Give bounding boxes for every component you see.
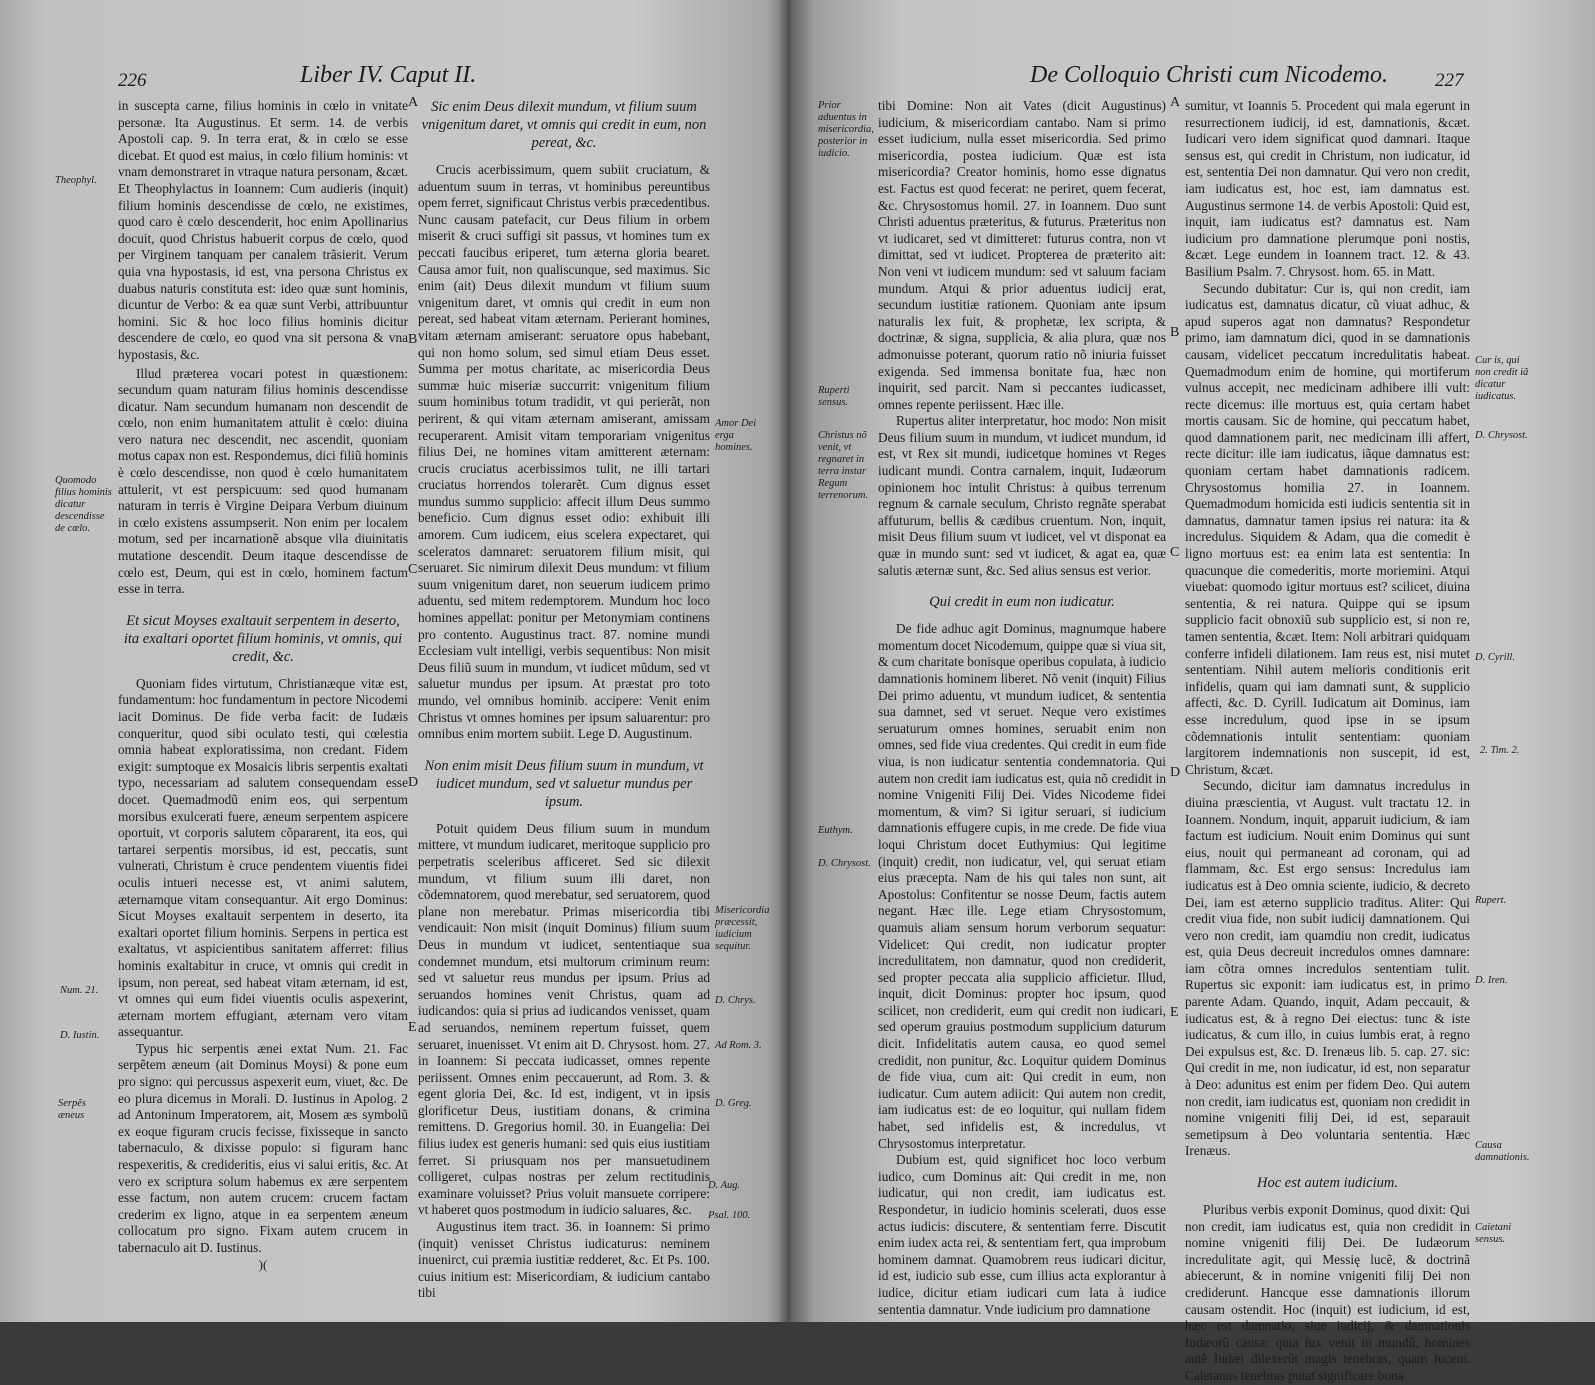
section-heading: Sic enim Deus dilexit mundum, vt filium suum vnigenitum daret, vt omnis qui credit in eum, non pereat, &c. [421, 99, 707, 151]
paragraph: Quoniam fides virtutum, Christianæque vitæ est, fundamentum: hoc fundamentum in pectore Nicodemi iacit Dominus. De fide verba facit: de Iudæis conqueritur, quod sibi oculato testi, qui cœlestia omnia habeat exploratissima, non credant. Fidem exigit: sumptoque ex Mosaicis libris serpentis exaltati typo, necessariam ad salutem consequendam esse docet. Quemadmodũ enim eos, qui serpentum morsibus exulcerati fuere, æneum serpentem aspicere oportuit, vt corporis salutem cõpararent, ita eos, qui tartarei serpentis morsibus, id est, peccatis, sunt vulnerati, Christum è cruce pendentem viuentis fidei oculis intueri necesse est, vt animi salutem, æternamque vitam consequantur. Ait ergo Dominus: Sicut Moyses exaltauit serpentem in deserto, ita exaltari oportet filium hominis. Serpens in pertica est exaltatus, vt aspicientibus sanitatem afferret: filius hominis exaltabitur in cruce, vt omnis qui credit in ipsum, non pereat, sed habeat vitam æternam, id est, vt omnes qui eum fidei viuentis oculis aspexerint, æternam mortem effugiant, æternam vero vitam assequantur. [118, 675, 408, 1040]
margin-note: Prior aduentus in misericordia, posterior in iudicio. [818, 100, 874, 159]
section-letter: E [408, 1020, 417, 1035]
folio-left: 226 [118, 70, 147, 91]
section-letter: B [1170, 325, 1180, 340]
margin-note: Christus nõ venit, vt regnaret in terra instar Regum terrenorum. [818, 430, 869, 501]
right-col-2 [1185, 98, 1470, 1385]
paragraph: Augustinus item tract. 36. in Ioannem: Si primo (inquit) venisset Christus iudicaturus: neminem inuenirct, cui præmia iustitiæ redderet, &c. Et Ps. 100. cuius initium est: Misericordiam, & iudicium cantabo tibi [418, 1219, 710, 1301]
paragraph: tibi Domine: Non ait Vates (dicit Augustinus) iudicium, & misericordiam cantabo. Nam si primo esset iudicium, nulla esset misericordia. Sed primo misericordia, postea iudicium. Quæ est ista misericordia? Creator hominis, homo esse dignatus est. Factus est quod fecerat: ne periret, quem fecerat, &c. Chrysostomus homil. 27. in Ioannem. Duo sunt Christi aduentus præteritus, & futurus. Præteritus non vt iudicaret, sed vt dimitteret: futurus contra, non vt dimittat, sed vt iudicet. Propterea de præterito ait: Non veni vt iudicem mundum: sed vt saluum faciam mundum. Atqui & prior aduentus iudicij erat, secundum iustitiæ rationem. Quoniam ante ipsum naturalis lex fuit, & prophetæ, lex scripta, & doctrinæ, & signa, supplicia, & alia plura, quæ nos admonuisse poterant, quorum ratio nõ iniuria fuisset exigenda. Sed immensa bonitate fua, hæc non inquirit, sed parcit. Nam si peccantes iudicasset, omnes repente periissent. Hæc ille. [878, 98, 1166, 412]
margin-note: Psal. 100. [708, 1210, 751, 1221]
section-letter: D [408, 775, 419, 790]
right-col-1 [878, 98, 1166, 1318]
section-letter: D [1170, 765, 1181, 780]
margin-note: Amor Dei erga homines. [715, 418, 757, 453]
margin-note: D. Cyrill. [1475, 652, 1515, 663]
margin-note: D. Iustin. [60, 1030, 100, 1041]
paragraph: sumitur, vt Ioannis 5. Procedent qui mala egerunt in resurrectionem iudicij, id est, damnationis, &cæt. Iudicari vero idem significat quod damnari. Itaque sensus est, qui credit in Christum, non iudicatur, id est, sententia Dei non damnatur. Qui vero non credit, iam iudicatus est, hoc est, iam damnatus est. Augustinus sermone 14. de verbis Apostoli: Quid est, inquit, iam iudicatus est? damnatus est. Nam iudicium pro damnatione plerumque poni nostis, &cæt. Lege eundem in Ioannem tract. 12. & 43. Basilium Psalm. 7. Chrysost. hom. 65. in Matt. [1185, 98, 1470, 279]
running-head-left: Liber IV. Caput II. [300, 62, 477, 88]
paragraph: Secundo, dicitur iam damnatus incredulus in diuina præscientia, vt August. vult tractatu 12. in Ioannem. Nondum, inquit, apparuit iudicium, & iam factum est iudicium. Nouit enim Dominus qui sunt eius, nouit qui permaneant ad coronam, qui ad flammam, &c. Est ergo sensus: Incredulus iam iudicatus est à Deo omnia sciente, iudicio, & decreto Dei, iam est æterno supplicio traditus. Aliter: Qui credit viua fide, non subit iudicij damnationem. Qui vero non credit, iam quamdiu non credit, iudicatus est, quia Deus decreuit incredulos omnes damnare: iam cõtra omnes incredulos sententiam tulit. Rupertus sic exponit: iam iudicatus est, in primo parente Adam. Quando, inquit, Adam peccauit, & iudicatus est, & à regno Dei eiectus: tunc & iste iudicatus, & cum illo, in cuius lumbis erat, à regno Dei expulsus est, &c. D. Irenæus lib. 5. cap. 27. sic: Qui credit in me, non iudicatur, id est, non separatur à Deo: adunitus est enim per fidem Deo. Qui autem non credit, iam iudicatus est, quoniam non credidit in nomine vnigeniti filij Dei, id est, separauit semetipsum à Deo voluntaria sententia. Hæc Irenæus. [1185, 778, 1470, 1159]
margin-note: D. Aug. [708, 1180, 741, 1191]
section-letter: E [1170, 1005, 1179, 1020]
paragraph: Secundo dubitatur: Cur is, qui non credit, iam iudicatus est, damnatus dicatur, cũ viuat adhuc, & apud superos agat non damnatus? Respondetur primo, iam damnatum dici, quod in se damnationis causam, videlicet peccatum incredulitatis habeat. Quemadmodum enim de homine, qui mortiferum vulnus accepit, nec medicinam adhibere illi vult: recte dicemus: ille mortuus est, quia certam habet mortis causam. Sic de homine, qui peccatum habet, quod damnationem parit, nec medicinam illi affert, recte dicitur: ille iam iudicatus, iãque damnatus est: quoniam certam habet damnationis radicem. Chrysostomus homilia 27. in Ioannem. Quemadmodum homicida esti iudicis sententia sit in damnatus, damnatur tamen ipsius rei natura: ita & incredulus. Siquidem & Adam, qua die comedit è ligno mortuus est: ea enim lata est sententia: In quacunque die comederitis, morte moriemini. Atqui viuebat: quomodo igitur mortuus est? scilicet, diuina sententia, & rei natura. Quippe qui se ipsum supplicio facit obnoxiũ sub supplicio est, si non re, tamen sententia, &cæt. Item: Noli arbitrari quidquam conferre infideli dilationem. Iam reus est, nisi mutet sententiam. Nihil autem melioris conditionis erit infidelis, quam qui iam damnati sunt, & supplicio affecti, &c. D. Cyrill. Iudicatum ait Dominus, iam esse incredulum, quod ipse in se ipsum cõdemnationis intulit sententiam: quoniam largitorem indemnationis non suscepit, id est, Christum, &cæt. [1185, 280, 1470, 777]
margin-note: D. Iren. [1475, 975, 1508, 986]
right-page [790, 0, 1595, 1383]
paragraph: De fide adhuc agit Dominus, magnumque habere momentum docet Nicodemum, quippe quæ si viua sit, & cum charitate bonisque operibus copulata, à iudicio damnationis hominem liberet. Nõ venit (inquit) Filius Dei primo aduentu, vt mundum iudicet, & sententia sua damnet, sed vt seruet. Neque vero existimes seruaturum omnes homines, seruabit enim non omnes, sed fide viua credentes. Qui credit in eum fide viua, is non iudicatur sententia condemnatoria. Qui autem non credit iam iudicatus est, quia nõ credidit in nomine Vnigeniti Filij Dei. Vides Nicodeme fidei momentum, & vim? Si igitur seruari, si iudicium damnationis effugere cupis, in me crede. De fide viua loqui Christum docet Euthymius: Qui legitime (inquit) credit, non iudicatur, vel, qui seruat etiam eius præcepta. Nam de his qui tales non sunt, ait Apostolus: Confitentur se nosse Deum, factis autem negant. Hæc ille. Lege etiam Chrysostomum, quamuis aliam sensum horum verborum sequatur: Videlicet: Qui credit, non iudicatur propter incredulitatem, non damnatur, quod non crediderit, sed propter peccata alia supplicio afficietur. Illud, inquit, dicit Dominus: propter hoc ipsum, quod scilicet, non crediderit, eum qui credit non iudicari, sed operum grauius postmodum supplicium daturum dicit. Infidelitatis autem causa, eo quod semel credidit, non punitur, &c. Loquitur quidem Dominus de fide viua, cum ait: Qui credit in eum, non iudicatur. Cum autem adiicit: Qui autem non credit, iam iudicatus est: de eo loquitur, qui nullam fidem habet, sed infidelis est, & incredulus, vt Chrysostomus interpretatur. [878, 621, 1166, 1151]
margin-note: Caietani sensus. [1475, 1222, 1512, 1245]
running-head-right: De Colloquio Christi cum Nicodemo. [1030, 62, 1388, 88]
margin-note: D. Chrysost. [818, 858, 871, 869]
margin-note: 2. Tim. 2. [1480, 745, 1520, 756]
section-heading: Non enim misit Deus filium suum in mundum, vt iudicet mundum, sed vt saluetur mundus per ipsum. [424, 757, 704, 810]
margin-note: D. Chrysost. [1475, 430, 1528, 441]
paragraph: in suscepta carne, filius hominis in cœlo in vnitate personæ. Ita Augustinus. Et serm. 14. de verbis Apostoli cap. 9. In terra erat, & in cœlo se esse dicebat. Et quod est maius, in cœlo filium hominis: vt vnam demonstraret in vtraque natura personam, &cæt. Et Theophylactus in Ioannem: Cum audieris (inquit) filium hominis descendisse de cœlo, ne existimes, quod caro è cœlo descenderit, hoc enim Apollinarius docuit, quod Christus habuerit corpus de cœlo, quod per Virginem tanquam per canalem trãsierit. Verum quia vna hypostasis, id est, vna persona Christus ex duabus naturis constituta est: ideo quæ sunt hominis, dicuntur de Verbo: & ea quæ sunt Verbi, attribuuntur homini. Sic & hoc loco filius hominis dicitur descendere de cœlo, eo quod vna sit persona & vna hypostasis, &c. [118, 98, 408, 362]
paragraph: Pluribus verbis exponit Dominus, quod dixit: Qui non credit, iam iudicatus est, quia non credidit in nomine vnigeniti filij Dei. De Iudæorum incredulitate agit, qui Messię lucẽ, & doctrinã abiecerunt, & in nomine vnigeniti filij Dei non crediderunt. Hancque esse damnationis illorum causam ostendit. Hoc (inquit) est iudicium, id est, hæc est damnatio, siue iudicij, & damnationis Iudæorũ causa: quia lux venit in mundũ, homines autẽ Iudæi dilexerũt magis tenebras, quam lucem. Caietanus tenebras putat significare bona [1185, 1202, 1470, 1383]
margin-note: Serpẽs æneus [58, 1098, 86, 1121]
left-page [0, 0, 790, 1322]
paragraph: Dubium est, quid significet hoc loco verbum iudico, cum Dominus ait: Qui credit in me, non iudicatur, qui non credit, iam iudicatus est. Respondetur, in iudicio hominis scelerati, duos esse actus iudicis: discutere, & sententiam ferre. Discutit enim iudex acta rei, & sententiam fert, qua improbum hominem damnat. Quamobrem reus iudicari dicitur, id est, iudicio sub esse, cum illius acta explorantur à iudice, dicitur etiam iudicari cum lata à iudice sententia damnatur. Vnde iudicium pro damnatione [878, 1152, 1166, 1317]
margin-note: Num. 21. [60, 985, 99, 996]
margin-note: Rupert. [1475, 895, 1507, 906]
left-col-1 [118, 98, 408, 1273]
margin-note: D. Chrys. [715, 995, 756, 1006]
paragraph: Rupertus aliter interpretatur, hoc modo: Non misit Deus filium suum in mundum, vt iudicet mundum, id est, vt Rex sit mundi, iudicetque homines vt Reges iudicant mundi. Contra carnalem, inquit, Iudæorum opinionem hoc intulit Christus: à quibus terrenum regnum & carnale seculum, Christo regnãte sperabat affuturum, bellis & cædibus cruentum. Non, inquit, misit Deus filium suum vt iudicet, vel vt disponat ea quæ in mundo sunt: sed vt iudicet, & agat ea, quæ salutis æternæ sunt, &c. Sed alius sensus est verior. [878, 413, 1166, 578]
margin-note: Misericordia præcessit, iudicium sequitur. [715, 905, 770, 952]
section-letter: C [408, 562, 418, 577]
section-letter: C [1170, 545, 1180, 560]
margin-note: D. Greg. [715, 1098, 752, 1109]
margin-note: Quomodo filius hominis dicatur descendisse de cœlo. [55, 475, 112, 534]
paragraph: Illud præterea vocari potest in quæstionem: secundum quam naturam filius hominis descendisse dicatur. Nam secundum humanam non descendit de cœlo, non enim humanitatem attulit è cœlo: diuina vero natura nec descendit, nec ascendit, quoniam motus capax non est. Respondemus, dici filiũ hominis è cœlo descendisse, non quod è cœlo humanitatem attulerit, vt est perspicuum: sed quod humanam naturam in terris è Virgine Deipara Verbum diuinum in cœlo existens assumpserit. Non enim per localem motum, sed per incarnationẽ absque vlla diuinitatis mutatione descendit. Deum itaque descendisse de cœlo est, Deum, qui est in cœlo, hominem factum esse in terra. [118, 365, 408, 597]
margin-note: Cur is, qui non credit iã dicatur iudicatus. [1475, 355, 1529, 402]
folio-right: 227 [1435, 70, 1464, 91]
section-heading: Et sicut Moyses exaltauit serpentem in deserto, ita exaltari oportet filium hominis, vt omnis, qui credit, &c. [123, 612, 403, 665]
signature-mark: )( [258, 1256, 268, 1272]
margin-note: Theophyl. [55, 175, 97, 186]
section-heading: Hoc est autem iudicium. [1257, 1175, 1398, 1191]
margin-note: Ruperti sensus. [818, 385, 850, 408]
margin-note: Euthym. [818, 825, 853, 836]
margin-note: Causa damnationis. [1475, 1140, 1530, 1163]
section-letter: A [1170, 95, 1181, 110]
paragraph: Typus hic serpentis ænei extat Num. 21. Fac serpẽtem æneum (ait Dominus Moysi) & pone eum pro signo: qui percussus aspexerit eum, viuet, &c. De eo plura dicemus in Morali. D. Iustinus in Apolog. 2 ad Antoninum Imperatorem, ait, Mosem æs symbolũ ex eoque figuram crucis fecisse, fixisseque in sancto tabernaculo, & dixisse populo: si figuram hanc respexeritis, & credideritis, eius vi salui eritis, &c. At vero ex scriptura solum habemus ex ære serpentem esse factum, non autem crucem: crucem factam crederim ex ligno, atque in ea serpentem æneum collocatum pro signo. Fixam autem crucem in tabernaculo ait D. Iustinus. [118, 1040, 408, 1255]
paragraph: Potuit quidem Deus filium suum in mundum mittere, vt mundum iudicaret, meritoque supplicio pro perpetratis sceleribus afficeret. Sed sic dilexit mundum, vt filium suum illi daret, non cõdemnatorem, quod merebatur, sed seruatorem, quod plane non merebatur. Primas misericordia tibi vendicauit: Non misit (inquit Dominus) filium suum Deus in mundum vt iudicet, sententiaque sua condemnet mundum, etsi multorum criminum reum: sed vt saluetur reus mundus per ipsum. Prius ad seruandos homines venit Christus, quam ad iudicandos: quia si prius ad iudicandos venisset, quam ad seruandos, neminem repertum fuisset, quem seruaret, inuenisset. Vt enim ait D. Chrysost. hom. 27. in Ioannem: Si peccata iudicasset, omnes repente periissent. Omnes enim peccauerunt, ad Rom. 3. & egent gloria Dei, &c. Id est, indigent, vt in ipsis glorificetur Deus, iustitiam donans, & crimina remittens. D. Gregorius homil. 30. in Euangelia: Dei filius iudex est generis humani: sed quis eius iustitiam ferret. Si priusquam nos per mansuetudinem colligeret, culpas nostras per zelum rectitudinis examinare voluisset? Prius voluit mansuete corripere: vt haberet quos postmodum in iudicio saluares, &c. [418, 820, 710, 1218]
section-letter: B [408, 332, 418, 347]
margin-note: Ad Rom. 3. [715, 1040, 762, 1051]
section-heading: Qui credit in eum non iudicatur. [929, 594, 1115, 611]
paragraph: Crucis acerbissimum, quem subiit cruciatum, & aduentum suum in terras, vt hominibus pereuntibus opem ferret, significaut Christus verbis præcedentibus. Nunc causam patefacit, cur Deus filium in orbem miserit & cruci suffigi sit passus, vt homines tum ex peccati faucibus eriperet, tum æterna gloria bearet. Causa amor fuit, non qualiscunque, sed maximus. Sic enim (ait) Deus dilexit mundum vt filium suum vnigenitum daret, vt omnis qui credit in eum non pereat, sed habeat vitam æternam. Perierant homines, vitam æternam amiserant: seruatore opus habebant, qui non homo solum, sed simul etiam Deus esset. Summa per motus charitate, ac misericordia Deus summæ huic miseriæ succurrit: vnigenitum filium suum hominibus totum tradidit, vt qui perierãt, non perirent, & qui vitam æternam amiserant, amissam recuperarent. Amisit vitam temporariam vnigenitus filius Dei, ne homines vitam amitterent æternam: crucis cruciatus acerbissimos tulit, ne illi tartari cruciatus horrendos tolerarẽt. Cum dignus esset mundus summo supplicio: affecit illum Deus summo beneficio. Cum dignus esset odio: exhibuit illi amorem. Cum iudicem, eius scelera expectaret, qui sceleratos damnaret: seruatorem filium misit, qui seruaret. Sic nimirum dilexit Deus mundum: vt filium suum vnigenitum daret, non seuerum iudicem primo aduentu, sed mitem redemptorem. Mundum hoc loco homines appellat: ponitur per Metonymiam continens pro contento. Augustinus tract. 87. nomine mundi Ecclesiam vult intelligi, verbis sequentibus: Non misit Deus filiũ suum in mundum, vt iudicet mũdum, sed vt saluetur mundus per ipsum. At præstat pro toto mundo, vel omnibus hominib. accipere: Venit enim Christus vt omnes homines per ipsum saluarentur: pro omnibus enim mortem subiit. Lege D. Augustinum. [418, 162, 710, 742]
left-col-2 [418, 98, 710, 1302]
section-letter: A [408, 95, 419, 110]
